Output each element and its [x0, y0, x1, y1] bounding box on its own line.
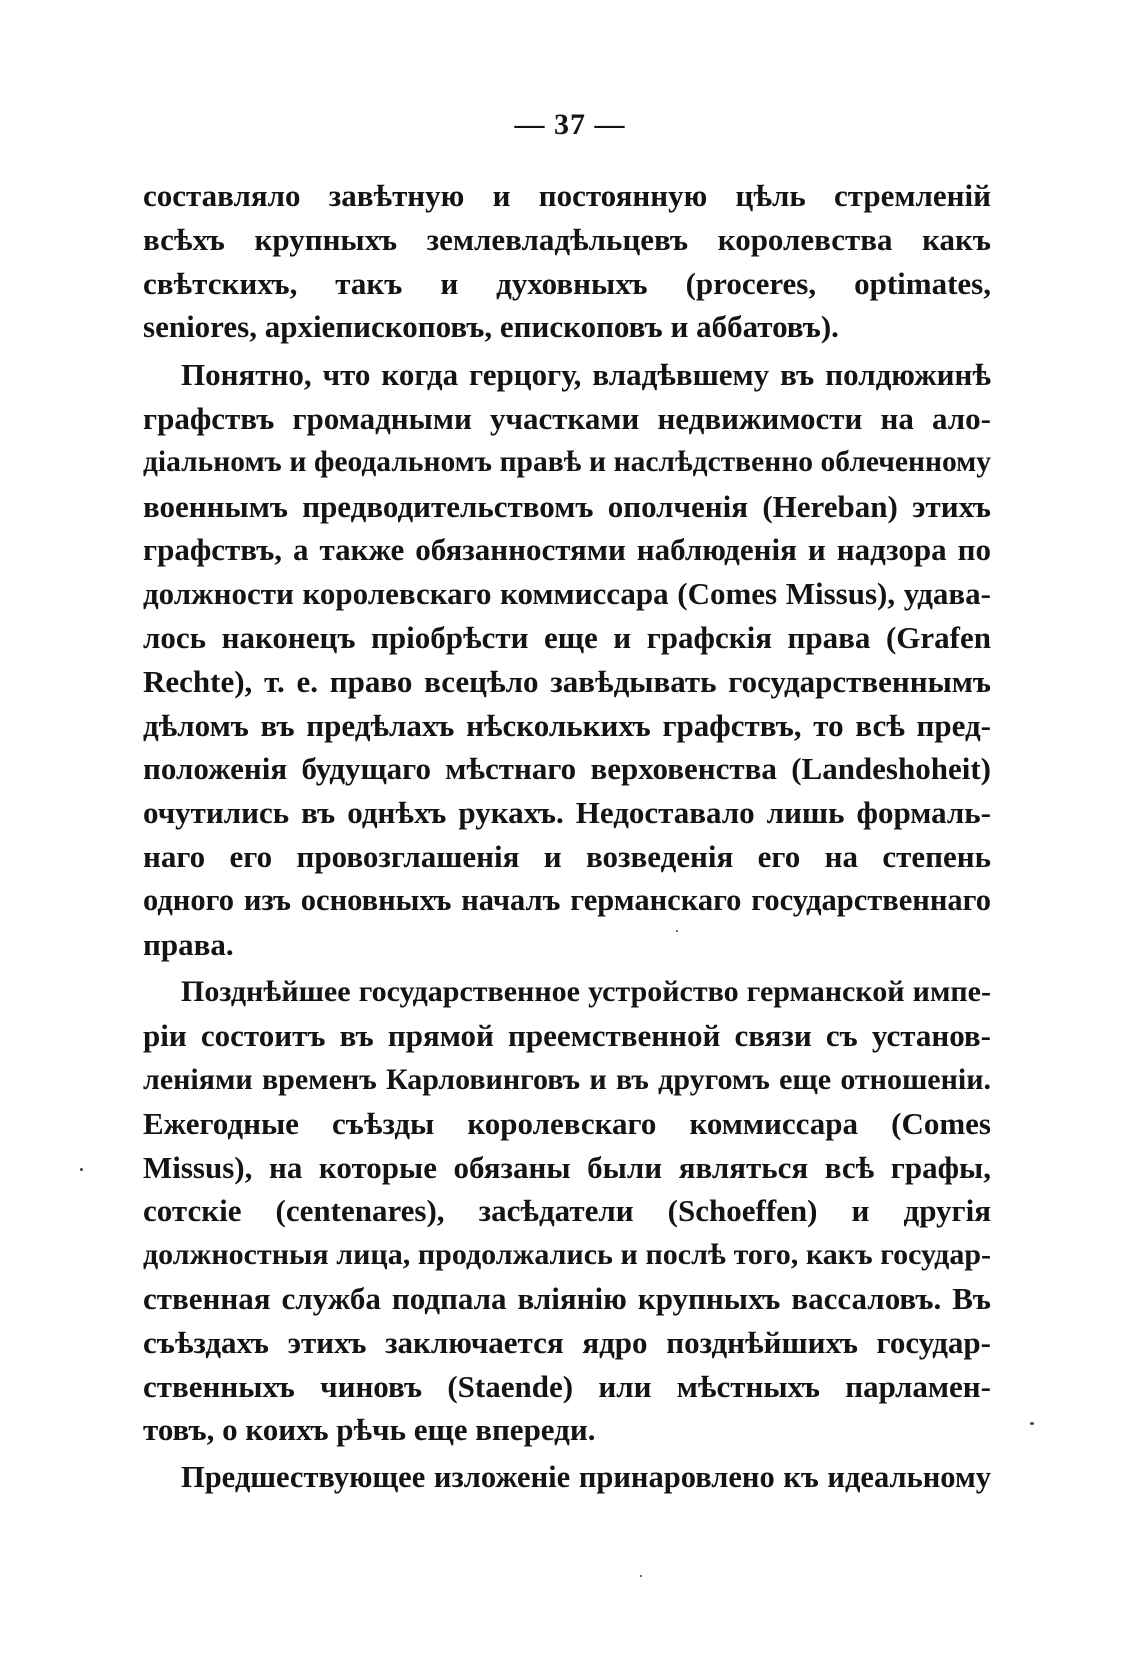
scan-speck [676, 930, 678, 932]
text-line: Rechte), т. е. право всецѣло завѣдывать государственнымъ [143, 663, 991, 699]
text-line: одного изъ основныхъ началъ германскаго государственнаго [143, 882, 991, 917]
text-line: очутились въ однѣхъ рукахъ. Недоставало лишь формаль- [143, 795, 991, 831]
text-line: лось наконецъ пріобрѣсти еще и графскія права (Grafen [143, 619, 991, 655]
text-line: товъ, о коихъ рѣчь еще впереди. [143, 1412, 596, 1448]
scan-speck [1030, 1422, 1034, 1425]
text-line: составляло завѣтную и постоянную цѣль стремленій [143, 178, 991, 213]
text-line: съѣздахъ этихъ заключается ядро позднѣйшихъ государ- [143, 1324, 991, 1360]
text-line: seniores, архіепископовъ, епископовъ и аббатовъ). [143, 309, 839, 345]
text-line: леніями временъ Карловинговъ и въ другомъ еще отношеніи. [143, 1062, 991, 1096]
paragraph [143, 1456, 991, 1500]
paragraph [143, 970, 991, 1452]
paragraph [143, 174, 991, 349]
text-line: Missus), на которые обязаны были являться всѣ графы, [143, 1149, 991, 1185]
text-line: ріи состоитъ въ прямой преемственной связи съ установ- [143, 1018, 991, 1054]
text-line: ственныхъ чиновъ (Staende) или мѣстныхъ парламен- [143, 1368, 991, 1404]
text-line: Предшествующее изложеніе принаровлено къ идеальному [181, 1460, 991, 1495]
text-line: графствъ, а также обязанностями наблюденія и надзора по [143, 532, 991, 568]
scan-speck [80, 1168, 83, 1171]
text-line: военнымъ предводительствомъ ополченія (Hereban) этихъ [143, 488, 991, 524]
text-line: должности королевскаго коммиссара (Comes Missus), удава- [143, 576, 991, 612]
text-line: должностныя лица, продолжались и послѣ того, какъ государ- [143, 1238, 991, 1272]
text-line: діальномъ и феодальномъ правѣ и наслѣдственно облеченному [143, 445, 991, 478]
scan-speck [640, 1575, 642, 1577]
paragraph [143, 353, 991, 966]
body-text [143, 174, 991, 1500]
page-number: — 37 — [514, 108, 626, 141]
text-line: положенія будущаго мѣстнаго верховенства (Landeshoheit) [143, 751, 991, 787]
text-line: дѣломъ въ предѣлахъ нѣсколькихъ графствъ, то всѣ пред- [143, 707, 991, 743]
text-line: наго его провозглашенія и возведенія его на степень [143, 838, 991, 874]
text-line: Ежегодные съѣзды королевскаго коммиссара (Comes [143, 1105, 991, 1141]
text-line: ственная служба подпала вліянію крупныхъ вассаловъ. Въ [143, 1280, 991, 1316]
text-line: графствъ громадными участками недвижимости на ало- [143, 400, 991, 436]
text-line: сотскіе (centenares), засѣдатели (Schoeffen) и другія [143, 1193, 991, 1229]
text-line: Понятно, что когда герцогу, владѣвшему въ полдюжинѣ [181, 357, 991, 393]
text-line: всѣхъ крупныхъ землевладѣльцевъ королевства какъ [143, 221, 991, 257]
text-line: права. [143, 926, 234, 962]
text-line: Позднѣйшее государственное устройство германской импе- [181, 975, 991, 1009]
text-line: свѣтскихъ, такъ и духовныхъ (proceres, optimates, [143, 265, 991, 301]
